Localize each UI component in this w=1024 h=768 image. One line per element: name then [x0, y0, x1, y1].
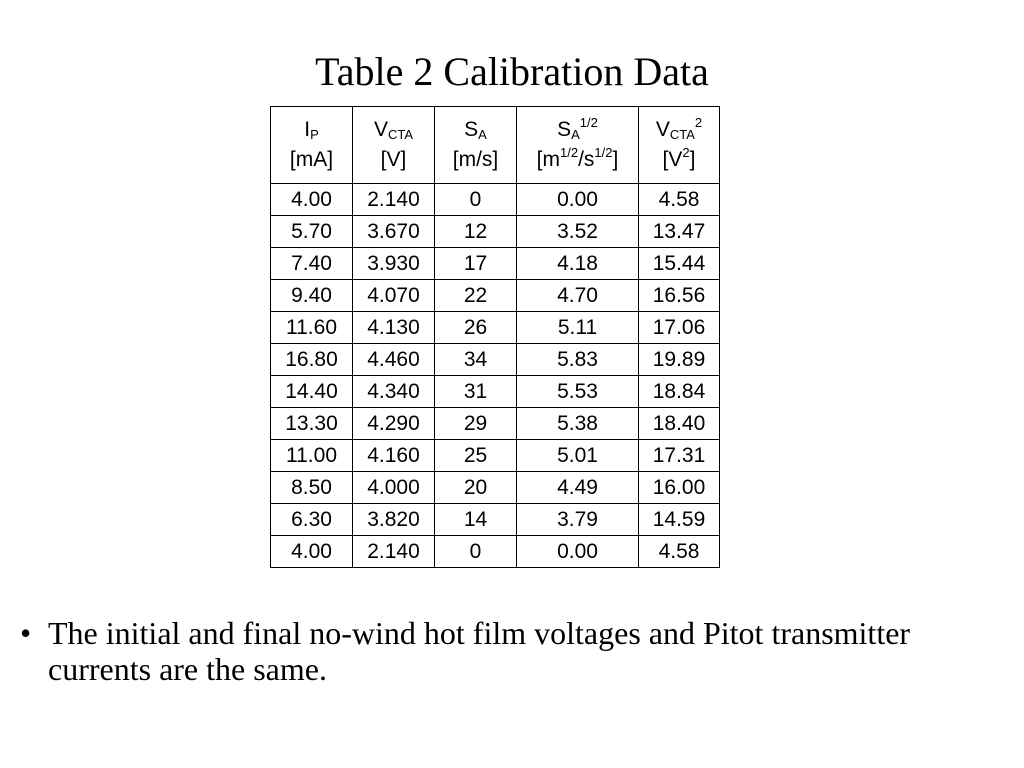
table-row — [271, 376, 720, 408]
table-cell: 5.11 — [517, 312, 639, 344]
table-cell: 5.53 — [517, 376, 639, 408]
table-row — [271, 184, 720, 216]
table-cell: 5.01 — [517, 440, 639, 472]
table-cell: 29 — [435, 408, 517, 440]
table-cell: 18.84 — [639, 376, 720, 408]
table-cell: 13.47 — [639, 216, 720, 248]
header-vcta — [353, 107, 435, 184]
table-cell: 17.31 — [639, 440, 720, 472]
table-cell: 2.140 — [353, 184, 435, 216]
table-cell: 3.930 — [353, 248, 435, 280]
table-cell: 22 — [435, 280, 517, 312]
header-superscript: 2 — [694, 115, 703, 130]
table-cell: 3.79 — [517, 504, 639, 536]
table-body — [271, 184, 720, 568]
bullet-text: The initial and final no-wind hot film voltages and Pitot transmitter currents are the same. — [48, 615, 911, 687]
table-cell: 4.160 — [353, 440, 435, 472]
table-cell: 4.00 — [271, 184, 353, 216]
table-cell: 5.70 — [271, 216, 353, 248]
header-symbol: V — [655, 118, 670, 141]
table-cell: 4.070 — [353, 280, 435, 312]
table-cell: 4.340 — [353, 376, 435, 408]
table-cell: 31 — [435, 376, 517, 408]
header-sa — [435, 107, 517, 184]
header-subscript: P — [310, 127, 319, 142]
table-row — [271, 216, 720, 248]
table-cell: 19.89 — [639, 344, 720, 376]
table-row — [271, 344, 720, 376]
table-row — [271, 472, 720, 504]
table-cell: 3.670 — [353, 216, 435, 248]
header-vcta-squared — [639, 107, 720, 184]
table-cell: 34 — [435, 344, 517, 376]
slide-title: Table 2 Calibration Data — [315, 49, 709, 94]
table-cell: 4.000 — [353, 472, 435, 504]
table-cell: 16.56 — [639, 280, 720, 312]
table-cell: 4.130 — [353, 312, 435, 344]
table-cell: 12 — [435, 216, 517, 248]
table-cell: 16.00 — [639, 472, 720, 504]
table-cell: 17 — [435, 248, 517, 280]
header-unit: [m/s] — [452, 148, 499, 171]
table-row — [271, 248, 720, 280]
table-cell: 4.58 — [639, 184, 720, 216]
header-symbol: S — [557, 118, 572, 141]
header-subscript: CTA — [387, 127, 414, 142]
table-cell: 2.140 — [353, 536, 435, 568]
table-cell: 20 — [435, 472, 517, 504]
table-cell: 17.06 — [639, 312, 720, 344]
header-symbol: V — [373, 118, 388, 141]
header-ip — [271, 107, 353, 184]
table-cell: 3.52 — [517, 216, 639, 248]
header-unit: [V] — [380, 148, 407, 171]
table-cell: 4.18 — [517, 248, 639, 280]
table-cell: 0 — [435, 536, 517, 568]
table-cell: 4.00 — [271, 536, 353, 568]
table-cell: 5.38 — [517, 408, 639, 440]
table-cell: 14.59 — [639, 504, 720, 536]
header-sa-sqrt — [517, 107, 639, 184]
table-cell: 7.40 — [271, 248, 353, 280]
table-cell: 13.30 — [271, 408, 353, 440]
table-cell: 14 — [435, 504, 517, 536]
header-subscript: A — [571, 127, 580, 142]
table-cell: 0 — [435, 184, 517, 216]
table-cell: 16.80 — [271, 344, 353, 376]
table-row — [271, 504, 720, 536]
table-row — [271, 280, 720, 312]
table-cell: 11.60 — [271, 312, 353, 344]
table-cell: 25 — [435, 440, 517, 472]
table-cell: 4.58 — [639, 536, 720, 568]
table-row — [271, 312, 720, 344]
bullet-item — [20, 615, 980, 687]
header-symbol: S — [464, 118, 479, 141]
table-row — [271, 440, 720, 472]
table-cell: 4.70 — [517, 280, 639, 312]
table-cell: 11.00 — [271, 440, 353, 472]
table-cell: 4.460 — [353, 344, 435, 376]
table-cell: 4.49 — [517, 472, 639, 504]
bullet-mark: • — [20, 615, 32, 651]
header-unit: [mA] — [289, 148, 334, 171]
table-cell: 8.50 — [271, 472, 353, 504]
table-cell: 14.40 — [271, 376, 353, 408]
table-cell: 9.40 — [271, 280, 353, 312]
table-cell: 4.290 — [353, 408, 435, 440]
table-row — [271, 536, 720, 568]
table-cell: 3.820 — [353, 504, 435, 536]
table-header-row — [271, 107, 720, 184]
table-cell: 15.44 — [639, 248, 720, 280]
calibration-table — [270, 106, 720, 568]
table-cell: 6.30 — [271, 504, 353, 536]
header-subscript: A — [478, 127, 487, 142]
header-subscript: CTA — [669, 127, 695, 142]
table-cell: 0.00 — [517, 184, 639, 216]
header-unit: $[m^{1/2}/s^{1/2}]$ — [536, 145, 619, 171]
bullet-list — [20, 615, 980, 687]
header-symbol: I — [304, 118, 311, 141]
table-cell: 18.40 — [639, 408, 720, 440]
table-row — [271, 408, 720, 440]
header-superscript: 1/2 — [579, 115, 598, 130]
table-cell: 0.00 — [517, 536, 639, 568]
table-cell: 5.83 — [517, 344, 639, 376]
table-cell: 26 — [435, 312, 517, 344]
header-unit: $[V^2]$ — [662, 145, 696, 171]
